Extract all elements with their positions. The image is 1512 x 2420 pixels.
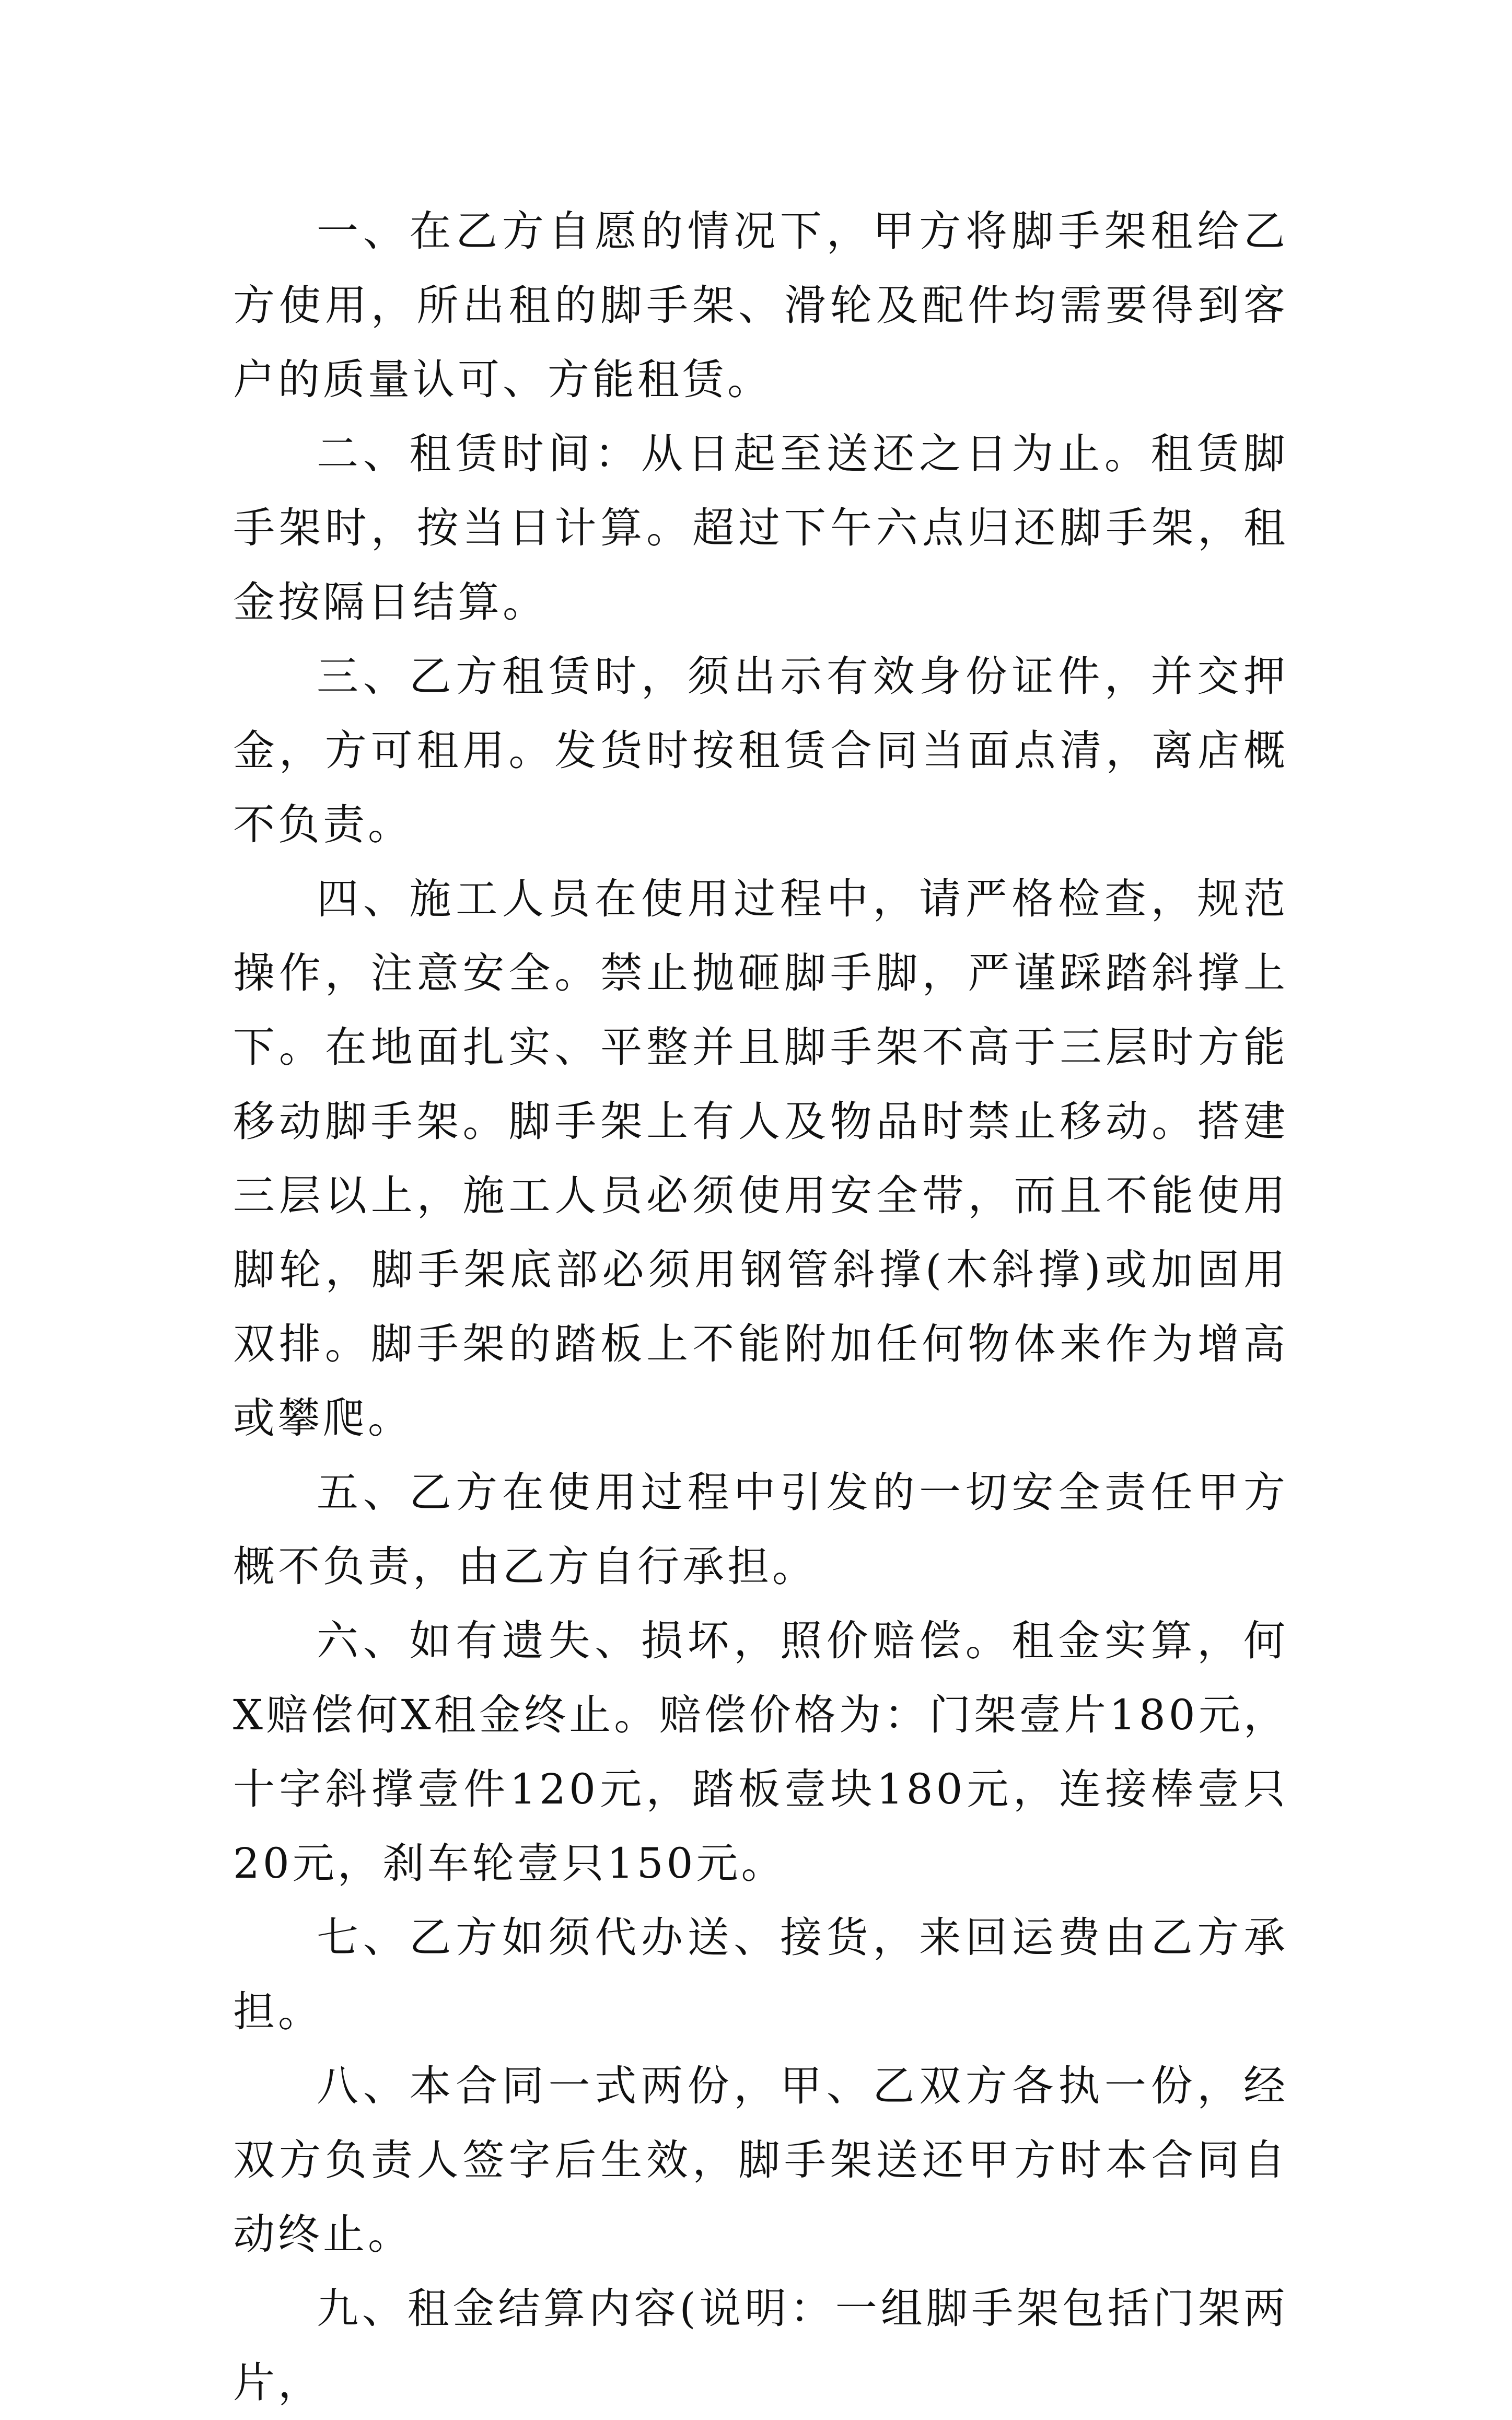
clause-6-paragraph: 六、如有遗失、损坏，照价赔偿。租金实算，何X赔偿何X租金终止。赔偿价格为：门架壹片180元，十字斜撑壹件120元，踏板壹块180元，连接棒壹只20元，刹车轮壹只150元。	[233, 1616, 1288, 1888]
document-body	[233, 194, 1288, 2420]
clause-1-paragraph: 一、在乙方自愿的情况下，甲方将脚手架租给乙方使用，所出租的脚手架、滑轮及配件均需要得到客户的质量认可、方能租赁。	[233, 207, 1288, 404]
clause-8-paragraph: 八、本合同一式两份，甲、乙双方各执一份，经双方负责人签字后生效，脚手架送还甲方时本合同自动终止。	[233, 2062, 1288, 2259]
clause-4-paragraph: 四、施工人员在使用过程中，请严格检查，规范操作，注意安全。禁止抛砸脚手脚，严谨踩踏斜撑上下。在地面扎实、平整并且脚手架不高于三层时方能移动脚手架。脚手架上有人及物品时禁止移动。搭建三层以上，施工人员必须使用安全带，而且不能使用脚轮，脚手架底部必须用钢管斜撑(木斜撑)或加固用双排。脚手架的踏板上不能附加任何物体来作为增高或攀爬。	[233, 875, 1288, 1442]
clause-5-paragraph: 五、乙方在使用过程中引发的一切安全责任甲方概不负责，由乙方自行承担。	[233, 1468, 1288, 1591]
clause-3-paragraph: 三、乙方租赁时，须出示有效身份证件，并交押金，方可租用。发货时按租赁合同当面点清，离店概不负责。	[233, 652, 1288, 849]
clause-9-paragraph: 九、租金结算内容(说明：一组脚手架包括门架两片，	[233, 2284, 1288, 2407]
clause-2-paragraph: 二、租赁时间：从日起至送还之日为止。租赁脚手架时，按当日计算。超过下午六点归还脚手架，租金按隔日结算。	[233, 429, 1288, 626]
clause-7-paragraph: 七、乙方如须代办送、接货，来回运费由乙方承担。	[233, 1913, 1288, 2036]
